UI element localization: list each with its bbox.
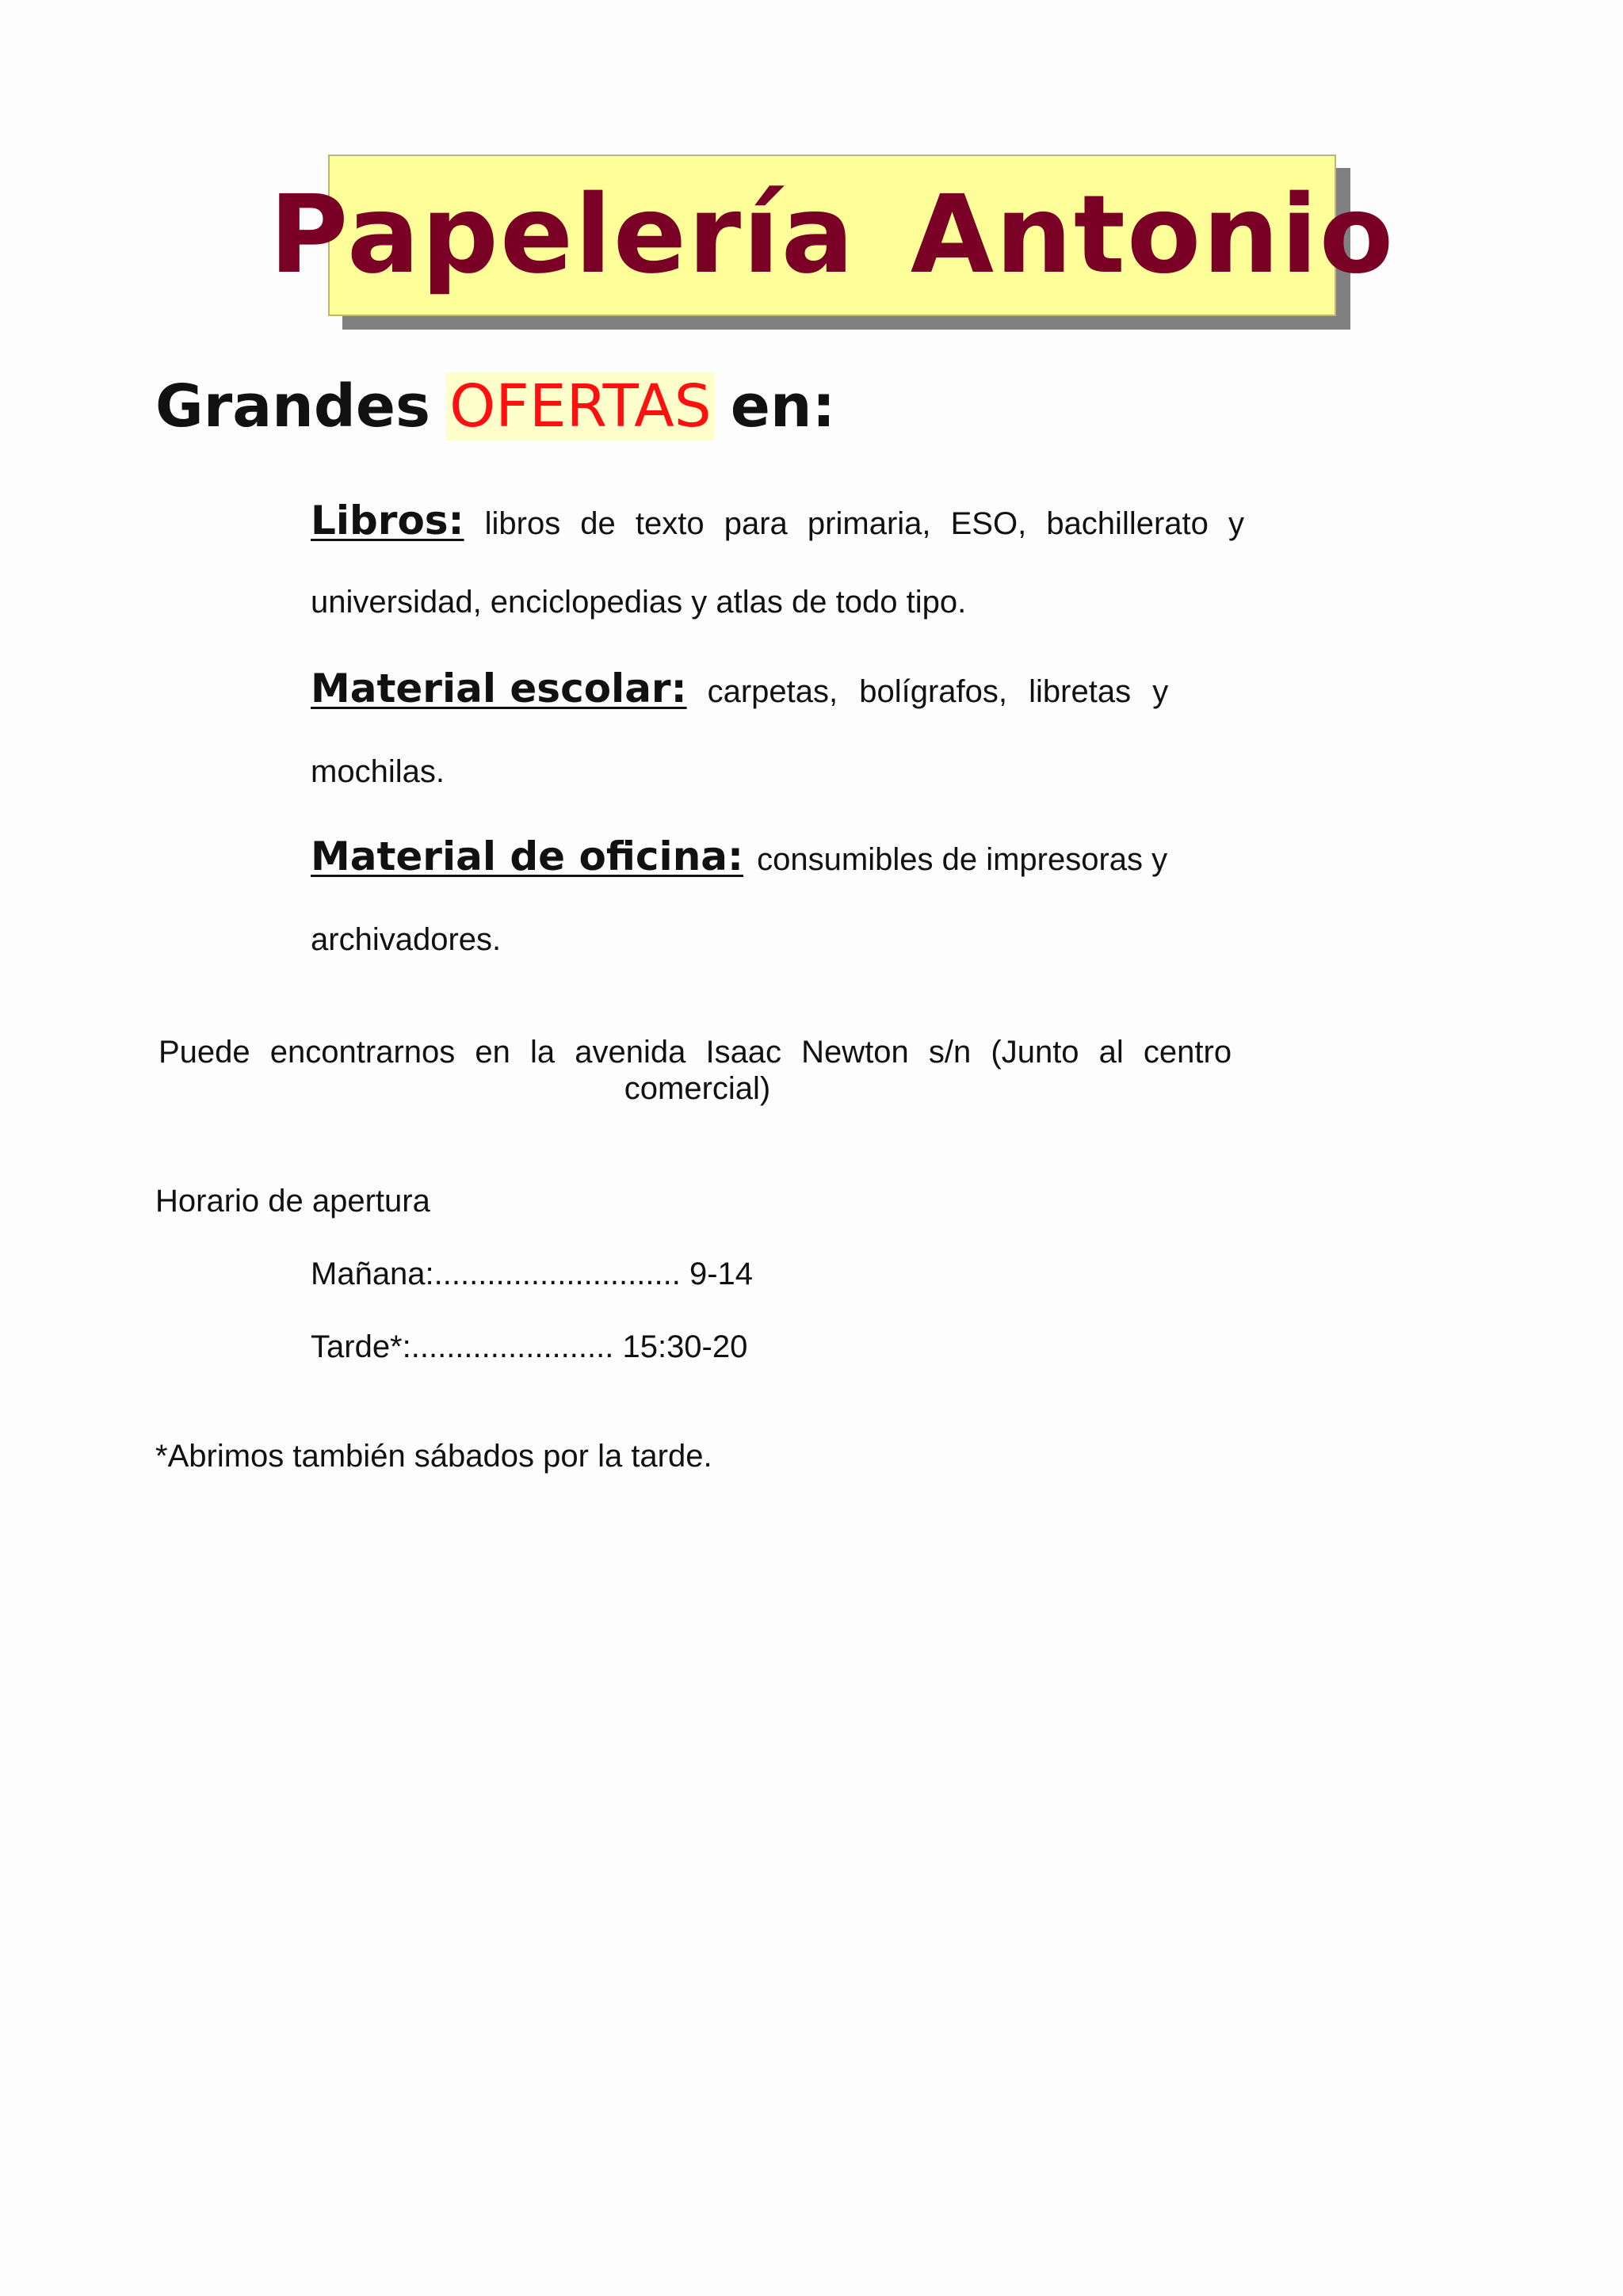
offer-books-line2	[311, 585, 966, 620]
offer-school-label: Material escolar:	[311, 666, 687, 711]
offer-office-text-1: consumibles de impresoras y	[757, 842, 1168, 877]
hours-afternoon: Tarde*:....................... 15:30-20	[311, 1329, 748, 1364]
saturday-note: *Abrimos también sábados por la tarde.	[155, 1439, 712, 1474]
offer-office-line2	[311, 922, 501, 958]
headline	[155, 372, 835, 441]
offer-books-text-2: universidad, enciclopedias y atlas de todo tipo.	[311, 585, 967, 620]
hours-heading: Horario de apertura	[155, 1184, 430, 1219]
offer-school-line1	[311, 666, 1169, 711]
offer-office-label: Material de oficina:	[311, 833, 744, 879]
headline-suffix: en:	[730, 372, 836, 441]
headline-highlight: OFERTAS	[446, 372, 715, 441]
location-line2: comercial)	[624, 1071, 771, 1106]
offer-office-text-2: archivadores.	[311, 922, 502, 957]
location-line1: Puede encontrarnos en la avenida Isaac Newton s/n (Junto al centro	[158, 1035, 1232, 1070]
offer-books-label: Libros:	[311, 498, 464, 543]
offer-school-text-1: carpetas, bolígrafos, libretas y	[707, 674, 1169, 709]
page-title: Papelería Antonio	[269, 173, 1396, 298]
offer-office-line1	[311, 833, 1167, 879]
headline-prefix: Grandes	[155, 372, 431, 441]
offer-books-text-1: libros de texto para primaria, ESO, bachillerato y	[484, 506, 1244, 541]
offer-books-line1	[311, 498, 1244, 543]
offer-school-line2	[311, 754, 445, 790]
hours-morning: Mañana:............................ 9-14	[311, 1257, 754, 1291]
title-box	[269, 154, 1396, 316]
offer-school-text-2: mochilas.	[311, 754, 445, 789]
